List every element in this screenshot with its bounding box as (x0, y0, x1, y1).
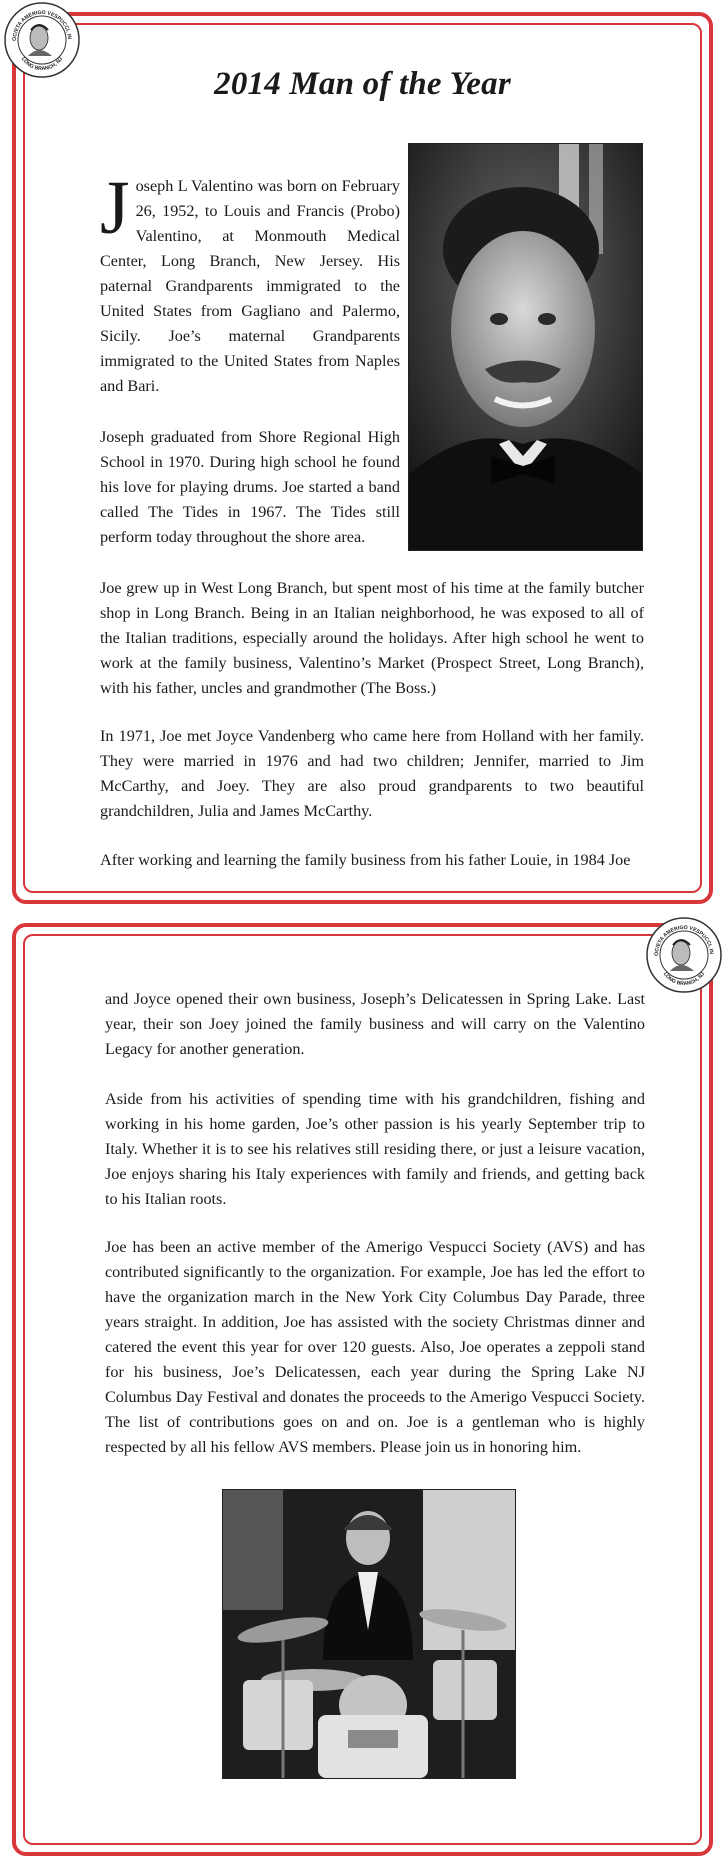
intro-paragraph-school (100, 425, 400, 550)
business-start-text: After working and learning the family business from his father Louie, in 1984 Joe (100, 851, 631, 869)
seal-bottom-text: LONG BRANCH, NJ (19, 56, 65, 73)
seal-bottom-text: LONG BRANCH, NJ (661, 971, 707, 988)
society-seal-logo (644, 915, 724, 995)
intro-text-birth: oseph L Valentino was born on February 26, 1952, to Louis and Francis (Probo) Valentino, at Monmouth Medical Center, Long Branch, New Jersey. His paternal Grandparents immigrated to the United States from Gagliano and Palermo, Sicily. Joe’s maternal Grandparents immigrated to the United States from Naples and Bari. (100, 177, 400, 395)
school-text: Joseph graduated from Shore Regional High School in 1970. During high school he found his love for playing drums. Joe started a band called The Tides in 1967. The Tides still perform today throughout the shore area. (100, 428, 400, 546)
portrait-photo (408, 143, 643, 551)
paragraph-business-start (100, 848, 644, 873)
family-text: In 1971, Joe met Joyce Vandenberg who came here from Holland with her family. They were married in 1976 and had two children; Jennifer, married to Jim McCarthy, and Joey. They are also proud grandparents to two beautiful grandchildren, Julia and James McCarthy. (100, 727, 644, 820)
childhood-text: Joe grew up in West Long Branch, but spent most of his time at the family butcher shop in Long Branch. Being in an Italian neighborhood, he was exposed to all of the Italian traditions, especially around the holidays. After high school he went to work at the family business, Valentino’s Market (Prospect Street, Long Branch), with his father, uncles and grandmother (The Boss.) (100, 579, 644, 697)
paragraph-childhood (100, 576, 644, 701)
page-two (0, 915, 725, 1868)
drummer-photo (222, 1489, 516, 1779)
avs-contributions-text: Joe has been an active member of the Amerigo Vespucci Society (AVS) and has contributed significantly to the organization. For example, Joe has led the effort to have the organization march in the New York City Columbus Day Parade, three years straight. In addition, Joe has assisted with the society Christmas dinner and catered the event this year for over 120 guests. Also, Joe operates a zeppoli stand for his business, Joe’s Delicatessen, each year during the Spring Lake NJ Columbus Day Festival and donates the proceeds to the Amerigo Vespucci Society. The list of contributions goes on and on. Joe is a gentleman who is highly respected by all his fellow AVS members. Please join us in honoring him. (105, 1238, 645, 1456)
paragraph-avs-contributions (105, 1235, 645, 1460)
intro-paragraph-birth (100, 166, 400, 399)
paragraph-family (100, 724, 644, 824)
seal-top-text: OCIETA AMERIGO VESPUCCI, IN (11, 9, 73, 42)
page-title: 2014 Man of the Year (214, 66, 511, 102)
delicatessen-text: and Joyce opened their own business, Joseph’s Delicatessen in Spring Lake. Last year, their son Joey joined the family business and will carry on the Valentino Legacy for another generation. (105, 990, 645, 1058)
paragraph-delicatessen (105, 987, 645, 1062)
page-one (0, 0, 725, 912)
drop-cap: J (100, 166, 130, 250)
paragraph-hobbies (105, 1087, 645, 1212)
seal-top-text: OCIETA AMERIGO VESPUCCI, IN (653, 924, 715, 957)
hobbies-text: Aside from his activities of spending time with his grandchildren, fishing and working in his home garden, Joe’s other passion is his yearly September trip to Italy. Whether it is to see his relatives still residing there, or just a leisure vacation, Joe enjoys sharing his Italy experiences with family and friends, and getting back to his Italian roots. (105, 1090, 645, 1208)
